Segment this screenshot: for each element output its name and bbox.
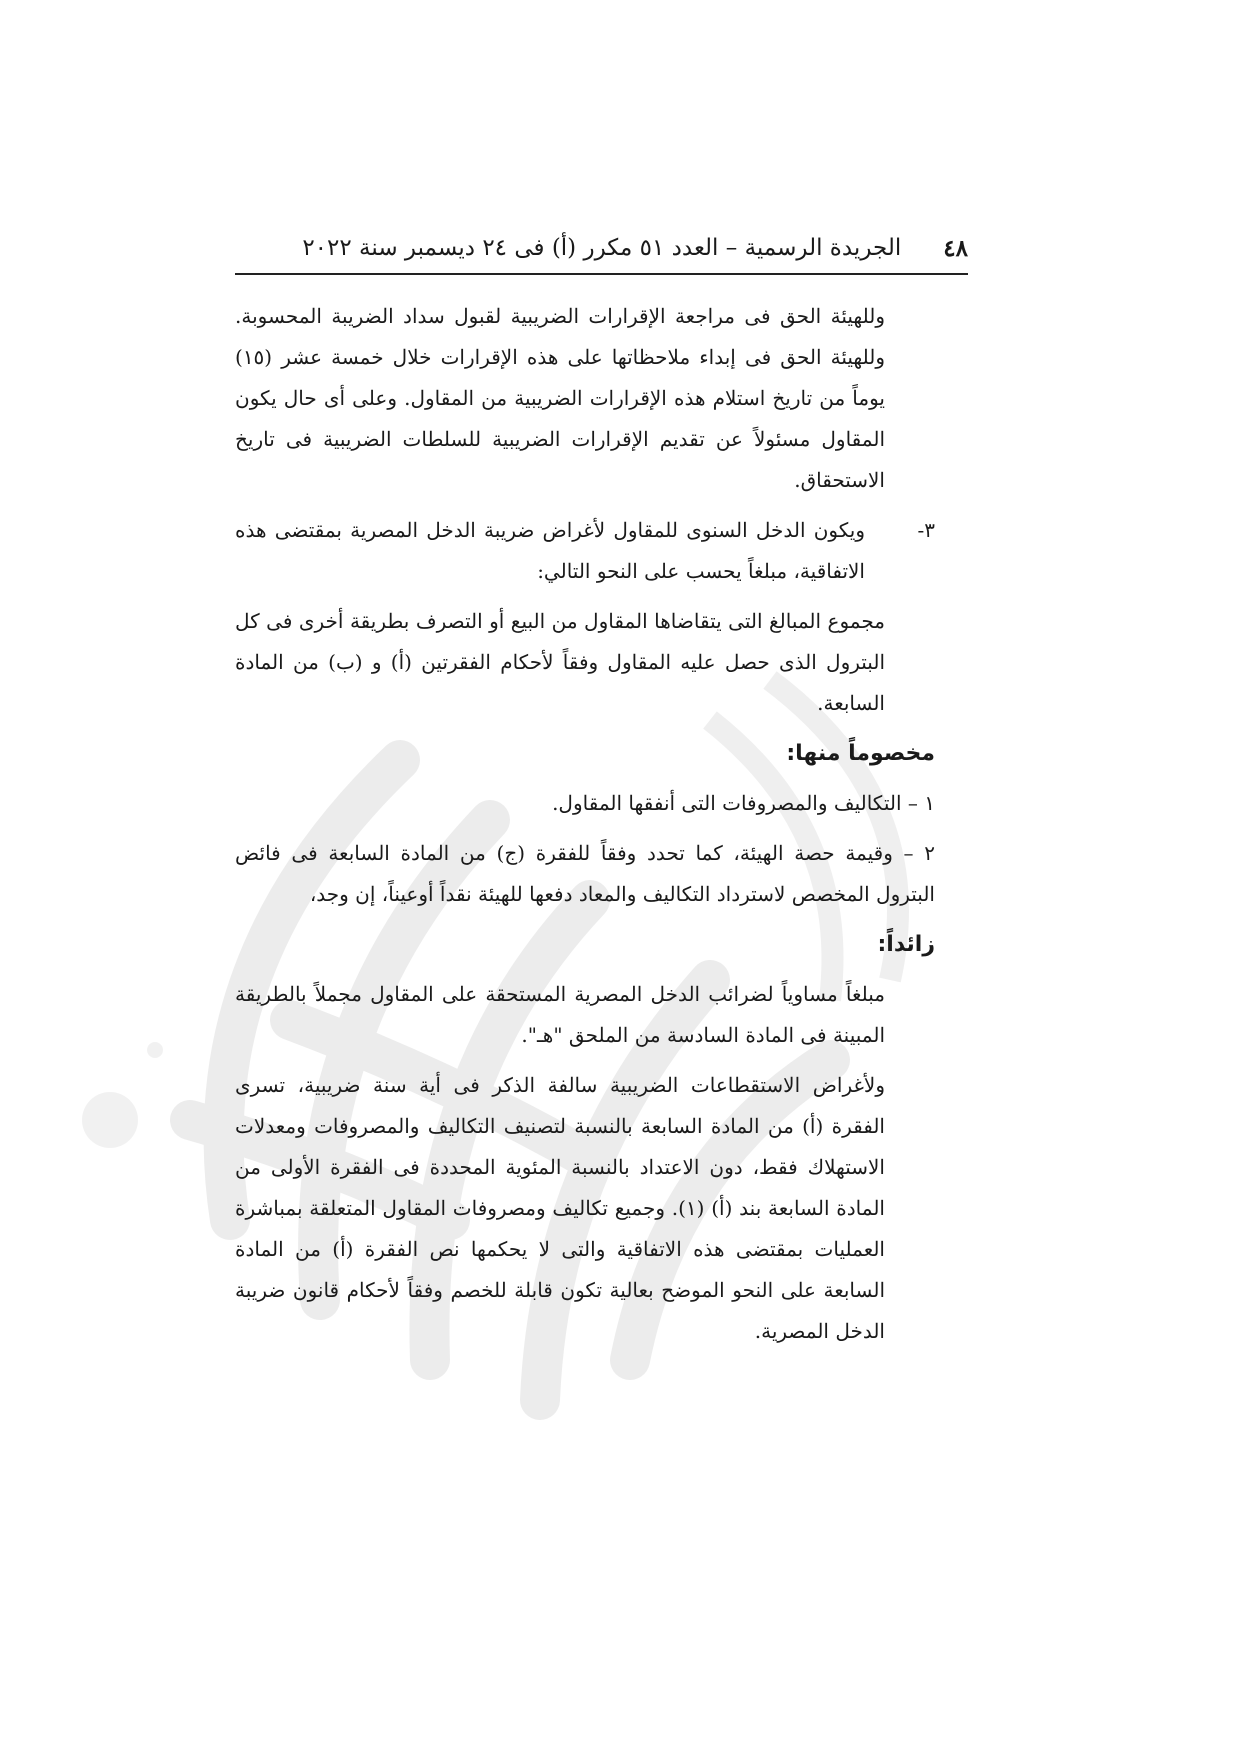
item-3-text: ويكون الدخل السنوى للمقاول لأغراض ضريبة الدخل المصرية بمقتضى هذه الاتفاقية، مبلغاً يحسب على النحو التالي: xyxy=(235,518,865,583)
paragraph-review-rights: وللهيئة الحق فى مراجعة الإقرارات الضريبية لقبول سداد الضريبة المحسوبة. وللهيئة الحق فى إبداء ملاحظاتها على هذه الإقرارات خلال خمسة عشر (١٥) يوماً من تاريخ استلام هذه الإقرارات الضريبية من المقاول. وعلى أى حال يكون المقاول مسئولاً عن تقديم الإقرارات الضريبية للسلطات الضريبية فى تاريخ الاستحقاق. xyxy=(235,304,885,492)
paragraph-tax-equivalent: مبلغاً مساوياً لضرائب الدخل المصرية المستحقة على المقاول مجملاً بالطريقة المبينة فى المادة السادسة من الملحق "هـ". xyxy=(235,982,885,1047)
page-header xyxy=(235,228,968,268)
document-body xyxy=(235,296,935,1361)
item-3-number: ٣- xyxy=(917,518,935,542)
heading-deductions: مخصوماً منها: xyxy=(786,741,935,766)
deduction-item-1: ١ – التكاليف والمصروفات التى أنفقها المقاول. xyxy=(552,791,935,815)
numbered-item-3 xyxy=(235,510,935,592)
deduction-item-2: ٢ – وقيمة حصة الهيئة، كما تحدد وفقاً للفقرة (ج) من المادة السابعة فى فائض البترول المخصص لاسترداد التكاليف والمعاد دفعها للهيئة نقداً أوعيناً، إن وجد، xyxy=(235,841,935,906)
gazette-header-title: الجريدة الرسمية – العدد ٥١ مكرر (أ) فى ٢٤ ديسمبر سنة ٢٠٢٢ xyxy=(302,235,902,261)
paragraph-tax-deductions: ولأغراض الاستقطاعات الضريبية سالفة الذكر فى أية سنة ضريبية، تسرى الفقرة (أ) من المادة السابعة بالنسبة لتصنيف التكاليف والمصروفات ومعدلات الاستهلاك فقط، دون الاعتداد بالنسبة المئوية المحددة فى الفقرة الأولى من المادة السابعة بند (أ) (١). وجميع تكاليف ومصروفات المقاول المتعلقة بمباشرة العمليات بمقتضى هذه الاتفاقية والتى لا يحكمها نص الفقرة (أ) من المادة السابعة على النحو الموضح بعالية تكون قابلة للخصم وفقاً لأحكام قانون ضريبة الدخل المصرية. xyxy=(235,1073,886,1343)
page-number: ٤٨ xyxy=(943,234,968,262)
heading-additions: زائداً: xyxy=(877,932,935,957)
paragraph-total-proceeds: مجموع المبالغ التى يتقاضاها المقاول من البيع أو التصرف بطريقة أخرى فى كل البترول الذى حصل عليه المقاول وفقاً لأحكام الفقرتين (أ) و (ب) من المادة السابعة. xyxy=(235,609,885,715)
header-divider xyxy=(235,273,968,275)
